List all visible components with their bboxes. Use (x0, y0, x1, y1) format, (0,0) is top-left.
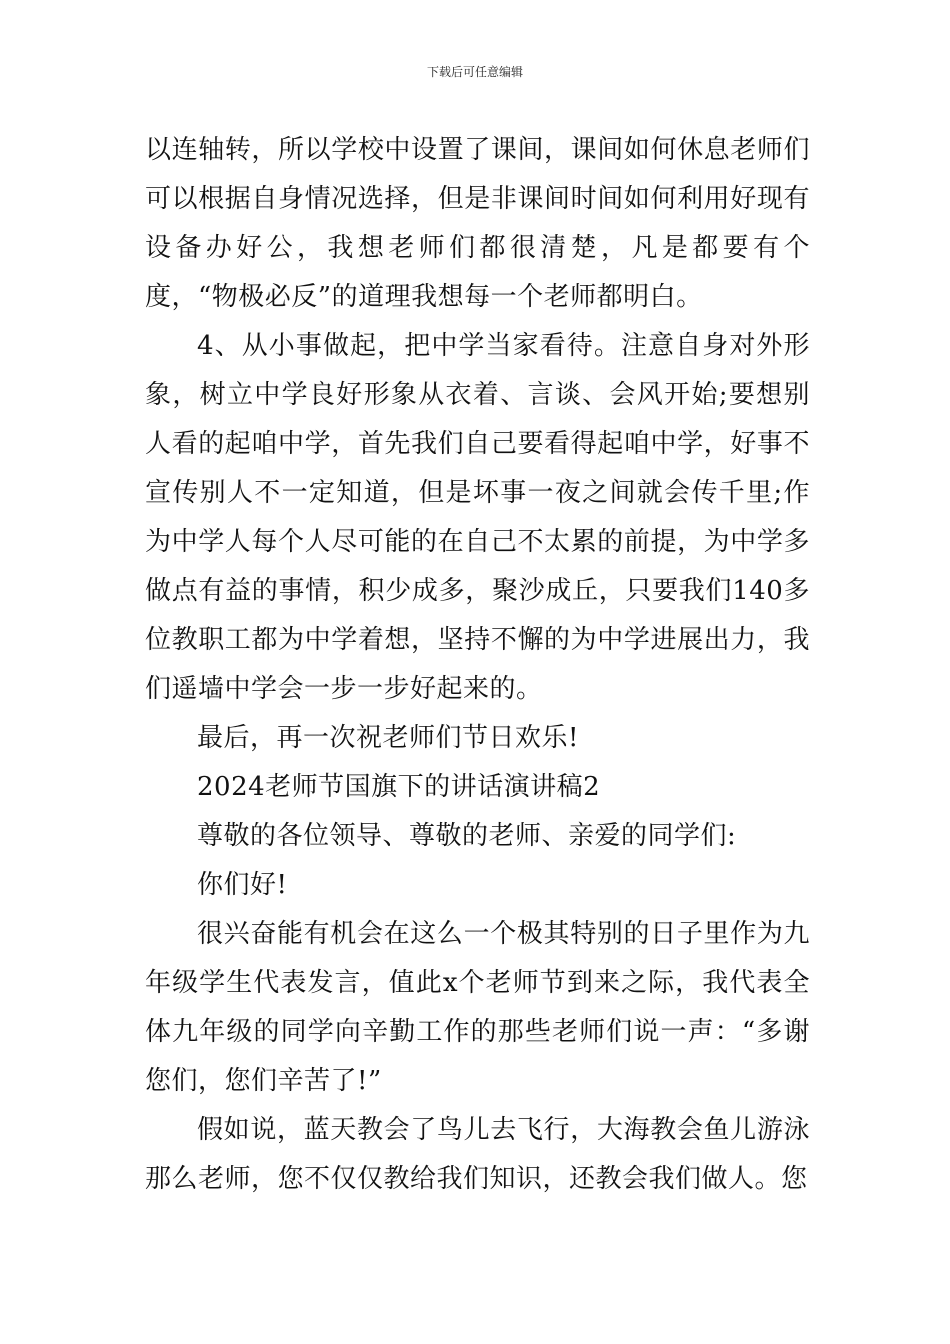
page-header: 下载后可任意编辑 (426, 65, 523, 79)
greeting: 你们好! (197, 870, 288, 900)
body-text (145, 126, 810, 1204)
paragraph-opening: 很兴奋能有机会在这么一个极其特别的日子里作为九年级学生代表发言，值此x个老师节到来之际，我代表全体九年级的同学向辛勤工作的那些老师们说一声：“多谢您们，您们辛苦了!” (145, 919, 810, 1096)
paragraph-metaphor: 假如说，蓝天教会了鸟儿去飞行，大海教会鱼儿游泳那么老师，您不仅仅教给我们知识，还教会我们做人。您 (145, 1115, 810, 1194)
salutation: 尊敬的各位领导、尊敬的老师、亲爱的同学们: (197, 821, 737, 851)
paragraph-point-4: 4、从小事做起，把中学当家看待。注意自身对外形象，树立中学良好形象从衣着、言谈、会风开始;要想别人看的起咱中学，首先我们自己要看得起咱中学，好事不宣传别人不一定知道，但是坏事一夜之间就会传千里;作为中学人每个人尽可能的在自己不太累的前提，为中学多做点有益的事情，积少成多，聚沙成丘，只要我们140多位教职工都为中学着想，坚持不懈的为中学进展出力，我们遥墙中学会一步一步好起来的。 (145, 331, 810, 704)
paragraph-closing-wish: 最后，再一次祝老师们节日欢乐! (197, 723, 579, 753)
paragraph-continuation: 以连轴转，所以学校中设置了课间，课间如何休息老师们可以根据自身情况选择，但是非课间时间如何利用好现有设备办好公，我想老师们都很清楚，凡是都要有个度，“物极必反”的道理我想每一个老师都明白。 (145, 135, 810, 312)
section-title: 2024老师节国旗下的讲话演讲稿2 (197, 772, 601, 802)
